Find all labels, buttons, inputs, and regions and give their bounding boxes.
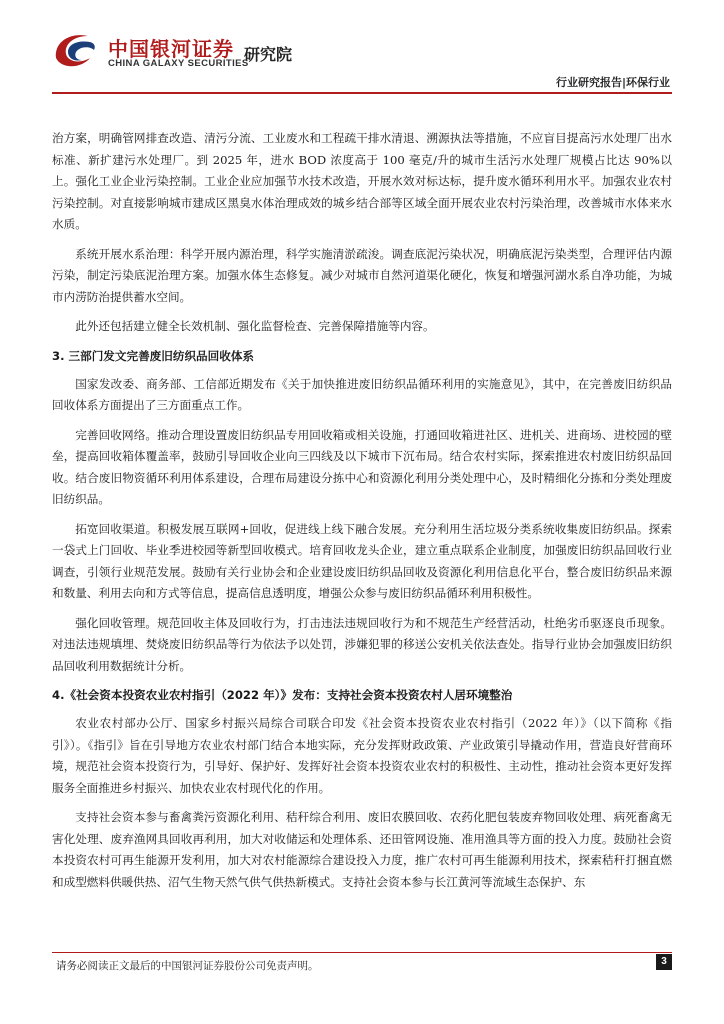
galaxy-swoosh-logo-icon bbox=[50, 28, 100, 72]
paragraph: 此外还包括建立健全长效机制、强化监督检查、完善保障措施等内容。 bbox=[75, 319, 435, 333]
section-heading: 3. 三部门发文完善废旧纺织品回收体系 bbox=[52, 348, 255, 363]
institute-label: 研究院 bbox=[244, 45, 293, 64]
paragraph: 农业农村部办公厅、国家乡村振兴局综合司联合印发《社会资本投资农业农村指引（2022 年）》（以下简称《指引》）。《指引》旨在引导地方农业农村部门结合本地实际，充分发挥财政政策、产业政策引导撬动作用，营造良好营商环境，规范社会资本投资行为，引导好、保护好、发挥好社会资本投资农业农村的积极性、主动性，推动社会资本更好发挥服务全面推进乡村振兴、加快农业农村现代化的作用。 bbox=[52, 716, 672, 795]
paragraph: 系统开展水系治理：科学开展内源治理，科学实施清淤疏浚。调查底泥污染状况，明确底泥污染类型，合理评估内源污染，制定污染底泥治理方案。加强水体生态修复。减少对城市自然河道渠化硬化，恢复和增强河湖水系自净功能，为城市内涝防治提供蓄水空间。 bbox=[52, 246, 672, 304]
page-header bbox=[0, 0, 724, 95]
paragraph: 支持社会资本参与畜禽粪污资源化利用、秸秆综合利用、废旧农膜回收、农药化肥包装废弃物回收处理、病死畜禽无害化处理、废弃渔网具回收再利用，加大对收储运和处理体系、还田管网设施、准用渔具等方面的投入力度。鼓励社会资本投资农村可再生能源开发利用，加大对农村能源综合建设投入力度，推广农村可再生能源利用技术，探索秸秆打捆直燃和成型燃料供暖供热、沼气生物天然气供气供热新模式。支持社会资本参与长江黄河等流域生态保护、东 bbox=[52, 810, 672, 889]
paragraph: 国家发改委、商务部、工信部近期发布《关于加快推进废旧纺织品循环利用的实施意见》，其中，在完善废旧纺织品回收体系方面提出了三方面重点工作。 bbox=[52, 376, 672, 412]
paragraph: 强化回收管理。规范回收主体及回收行为，打击违法违规回收行为和不规范生产经营活动，杜绝劣币驱逐良币现象。对违法违规填埋、焚烧废旧纺织品等行为依法予以处罚，涉嫌犯罪的移送公安机关依法查处。指导行业协会加强废旧纺织品回收利用数据统计分析。 bbox=[52, 615, 672, 673]
paragraph: 治方案，明确管网排查改造、清污分流、工业废水和工程疏干排水清退、溯源执法等措施，不应盲目提高污水处理厂出水标准、新扩建污水处理厂。到 2025 年，进水 BOD 浓度高于 100 毫克/升的城市生活污水处理厂规模占比达 90%以上。强化工业企业污染控制。工业企业应加强节水技术改造，开展水效对标达标，提升废水循环利用水平。加强农业农村污染控制。对直接影响城市建成区黑臭水体治理成效的城乡结合部等区域全面开展农业农村污染治理，改善城市水体来水水质。 bbox=[52, 131, 672, 231]
paragraph: 完善回收网络。推动合理设置废旧纺织品专用回收箱或相关设施，打通回收箱进社区、进机关、进商场、进校园的壁垒，提高回收箱体覆盖率，鼓励引导回收企业向三四线及以下城市下沉布局。结合农村实际，探索推进农村废旧纺织品回收。结合废旧物资循环利用体系建设，合理布局建设分拣中心和资源化利用分类处理中心，及时精细化分拣和分类处理废旧纺织品。 bbox=[52, 427, 672, 506]
report-type-label: 行业研究报告|环保行业 bbox=[555, 76, 670, 89]
footer-divider bbox=[52, 952, 672, 953]
page-number: 3 bbox=[656, 954, 672, 970]
brand-name-cn: 中国银河证券 bbox=[108, 37, 234, 61]
paragraph: 拓宽回收渠道。积极发展互联网+回收，促进线上线下融合发展。充分利用生活垃圾分类系统收集废旧纺织品。探索一袋式上门回收、毕业季进校园等新型回收模式。培育回收龙头企业，建立重点联系企业制度，加强废旧纺织品回收行业调查，引领行业规范发展。鼓励有关行业协会和企业建设废旧纺织品回收及资源化利用信息化平台，整合废旧纺织品来源和数量、利用去向和方式等信息，提高信息透明度，增强公众参与废旧纺织品循环利用积极性。 bbox=[52, 521, 672, 600]
brand-name-en: CHINA GALAXY SECURITIES bbox=[108, 58, 249, 69]
footer-disclaimer: 请务必阅读正文最后的中国银河证券股份公司免责声明。 bbox=[56, 960, 319, 972]
section-heading: 4.《社会资本投资农业农村指引（2022 年）》发布：支持社会资本投资农村人居环境整治 bbox=[52, 688, 513, 702]
header-divider bbox=[52, 92, 672, 94]
report-body bbox=[52, 128, 672, 901]
